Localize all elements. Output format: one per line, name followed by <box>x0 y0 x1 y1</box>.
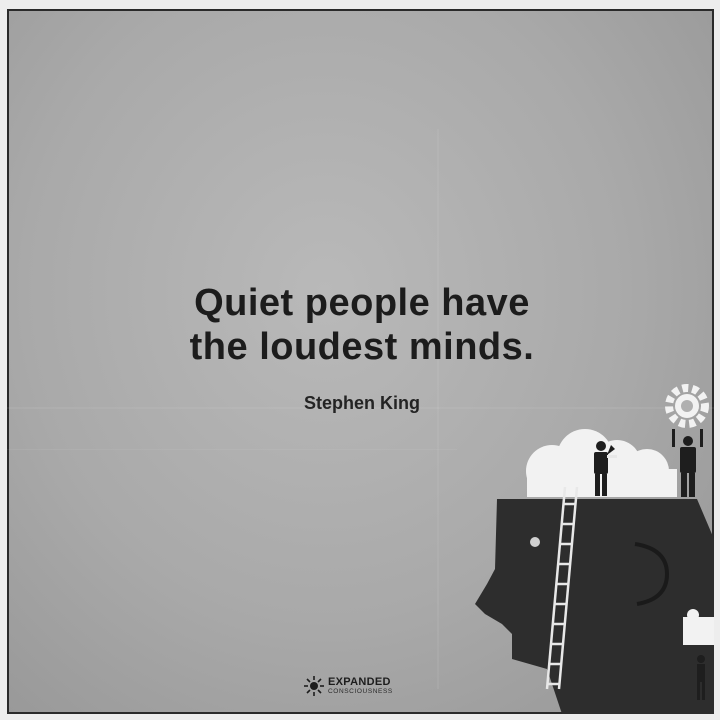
quote-poster <box>7 9 714 714</box>
gear-icon <box>669 388 705 424</box>
logo-sub-text: CONSCIOUSNESS <box>328 687 393 695</box>
sun-icon <box>304 676 324 696</box>
brand-logo <box>304 672 393 700</box>
eye-dot <box>530 537 540 547</box>
puzzle-piece-icon <box>683 609 714 645</box>
quote-line-2: the loudest minds. <box>189 326 535 368</box>
head-silhouette <box>475 499 714 714</box>
cloud-shape <box>526 429 677 497</box>
quote-text <box>67 281 657 369</box>
man-figure-thinking <box>594 441 617 496</box>
man-figure-lifting <box>672 429 703 497</box>
quote-line-1: Quiet people have <box>194 282 530 324</box>
ladder-icon <box>547 487 577 689</box>
quote-author: Stephen King <box>304 393 420 413</box>
ear-shape <box>635 544 667 604</box>
woman-figure <box>697 655 705 700</box>
logo-main-text: EXPANDED <box>328 675 391 688</box>
